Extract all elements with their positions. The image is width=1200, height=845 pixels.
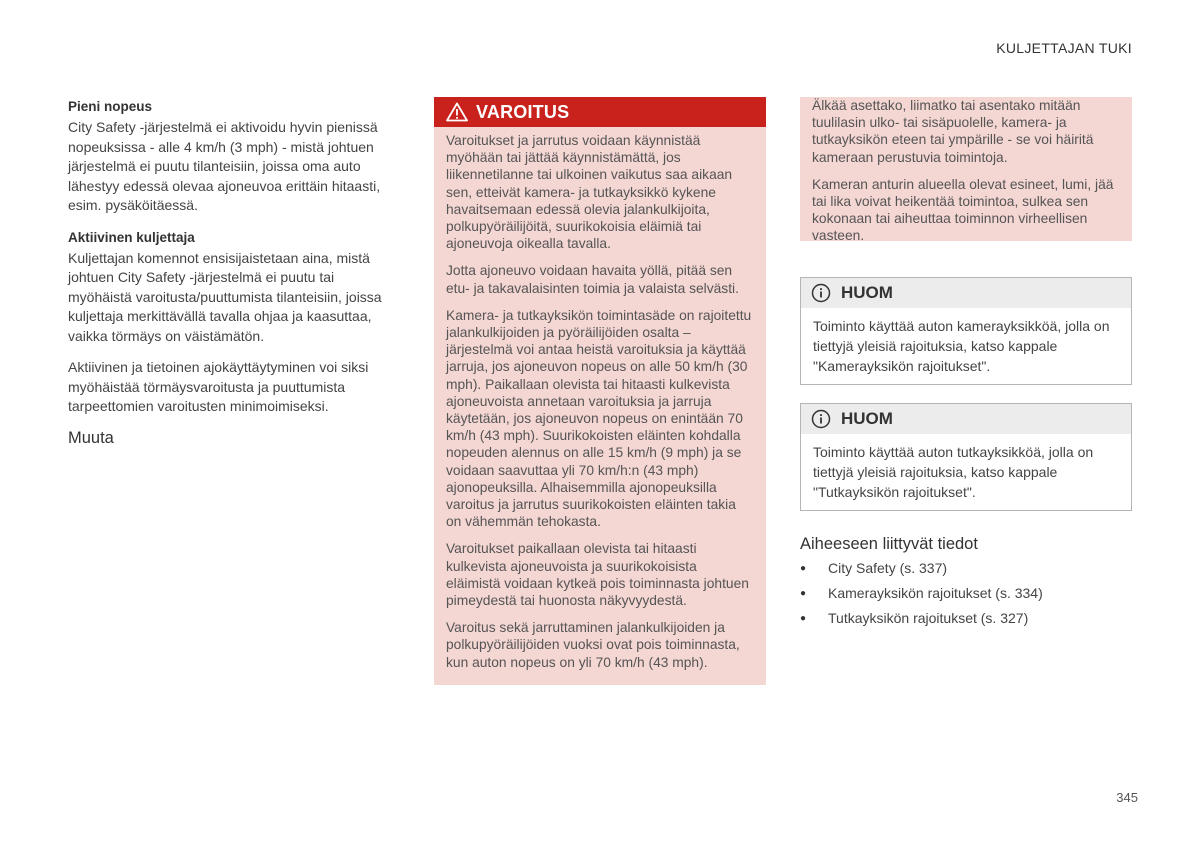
related-link-radar-limitations[interactable] — [800, 606, 1132, 631]
warning-paragraph-1: Varoitukset ja jarrutus voidaan käynnistää myöhään tai jättää käynnistämättä, jos liikennetilanne tai ulkoinen vaikutus saa aikaan sen, etteivät kamera- ja tutkayksikkö kykene havaitsemaan edessä olevia jalankulkijoita, polkupyöräilijöitä, suurikokoisia eläimiä tai ajoneuvoja oikealla tavalla. — [446, 133, 733, 252]
related-link-city-safety[interactable] — [800, 556, 1132, 581]
related-info-heading: Aiheeseen liittyvät tiedot — [800, 535, 978, 553]
note-text: Toiminto käyttää auton tutkayksikköä, jolla on tiettyjä yleisiä rajoituksia, katso kappale "Tutkayksikön rajoitukset". — [813, 444, 1094, 500]
warning-paragraph-5: Varoitus sekä jarruttaminen jalankulkijoiden ja polkupyöräilijöiden vuoksi ovat pois toiminnasta, kun auton nopeus on yli 70 km/h (43 mph). — [446, 620, 740, 670]
warning-continued-paragraph-2: Kameran anturin alueella olevat esineet, lumi, jää tai lika voivat heikentää toimintoa, sulkea sen kokonaan tai aiheuttaa toiminnon virheellisen vasteen. — [812, 176, 1114, 244]
warning-triangle-icon — [446, 102, 468, 122]
related-info-list — [800, 556, 1132, 631]
low-speed-heading: Pieni nopeus — [68, 99, 153, 114]
note-text: Toiminto käyttää auton kamerayksikköä, jolla on tiettyjä yleisiä rajoituksia, katso kappale "Kamerayksikön rajoitukset". — [813, 318, 1110, 374]
info-circle-icon — [811, 283, 831, 303]
note-box-camera — [800, 277, 1132, 385]
active-driver-text-2: Aktiivinen ja tietoinen ajokäyttäytyminen voi siksi myöhäistää törmäysvaroitusta ja puuttumista tarpeettomien varoitusten minimoimiseksi. — [68, 359, 369, 414]
note-box-radar — [800, 403, 1132, 511]
page-number: 345 — [1116, 790, 1138, 805]
low-speed-text: City Safety -järjestelmä ei aktivoidu hyvin pienissä nopeuksissa - alle 4 km/h (3 mph) - mistä johtuen järjestelmä ei puutu tilanteisiin, joissa oma auto lähestyy edessä olevaa ajoneuvoa erittäin hitaasti, esim. pysäköitäessä. — [68, 119, 381, 213]
warning-header — [434, 97, 766, 127]
warning-paragraph-3: Kamera- ja tutkayksikön toimintasäde on rajoitettu jalankulkijoiden ja pyöräilijöiden osalta – järjestelmä voi antaa heistä varoituksia ja käyttää jarruja, jos ajoneuvon nopeus on alle 50 km/h (30 mph). Paikallaan olevista tai hitaasti kulkevista ajoneuvoista annetaan varoituksia ja jarruja käytetään, jos ajoneuvon nopeus on enintään 70 km/h (43 mph). Suurikokoisten eläinten kohdalla nopeuden alennus on alle 15 km/h (9 mph) ja se voidaan saavuttaa yli 70 km/h:n (43 mph) ajonopeuksilla. Alhaisemmilla ajonopeuksilla varoitus ja jarrutus suurikokoisten eläinten takia on vähemmän tehokasta. — [446, 307, 752, 530]
note-header — [801, 404, 1131, 434]
active-driver-text-1: Kuljettajan komennot ensisijaistetaan aina, mistä johtuen City Safety -järjestelmä ei puutu tai myöhäistä varoitusta/puuttumista tilanteisiin, joissa kuljettaja merkittävällä tavalla ohjaa ja kaasuttaa, vaikka törmäys on väistämätön. — [68, 249, 382, 344]
bullet-icon: ● — [800, 588, 807, 599]
warning-box — [434, 97, 766, 685]
column-right — [800, 97, 1132, 631]
bullet-icon: ● — [800, 613, 807, 624]
related-link-label: Tutkayksikön rajoitukset (s. 327) — [828, 610, 1029, 626]
warning-box-continued — [800, 97, 1132, 244]
section-header: KULJETTAJAN TUKI — [996, 40, 1132, 56]
warning-title: VAROITUS — [476, 101, 570, 122]
column-middle — [434, 97, 766, 685]
other-heading: Muuta — [68, 428, 114, 447]
info-circle-icon — [811, 409, 831, 429]
bullet-icon: ● — [800, 563, 807, 574]
column-left — [68, 97, 398, 448]
active-driver-heading: Aktiivinen kuljettaja — [68, 229, 195, 245]
note-title: HUOM — [841, 283, 893, 302]
warning-body — [434, 127, 766, 671]
note-title: HUOM — [841, 409, 893, 428]
warning-paragraph-2: Jotta ajoneuvo voidaan havaita yöllä, pitää sen etu- ja takavalaisinten toimia ja valaista selvästi. — [446, 263, 739, 296]
related-link-label: City Safety (s. 337) — [828, 560, 948, 576]
warning-paragraph-4: Varoitukset paikallaan olevista tai hitaasti kulkevista ajoneuvoista ja suurikokoisista eläimistä voidaan kytkeä pois toiminnasta johtuen pimeydestä tai huonosta näkyvyydestä. — [446, 541, 749, 609]
related-link-label: Kamerayksikön rajoitukset (s. 334) — [828, 585, 1043, 601]
warning-continued-paragraph-1: Älkää asettako, liimatko tai asentako mitään tuulilasin ulko- tai sisäpuolelle, kamera- ja tutkayksikön eteen tai ympärille - se voi häiritä kameraan perustuvia toimintoja. — [812, 98, 1094, 165]
note-header — [801, 278, 1131, 308]
related-link-camera-limitations[interactable] — [800, 581, 1132, 606]
